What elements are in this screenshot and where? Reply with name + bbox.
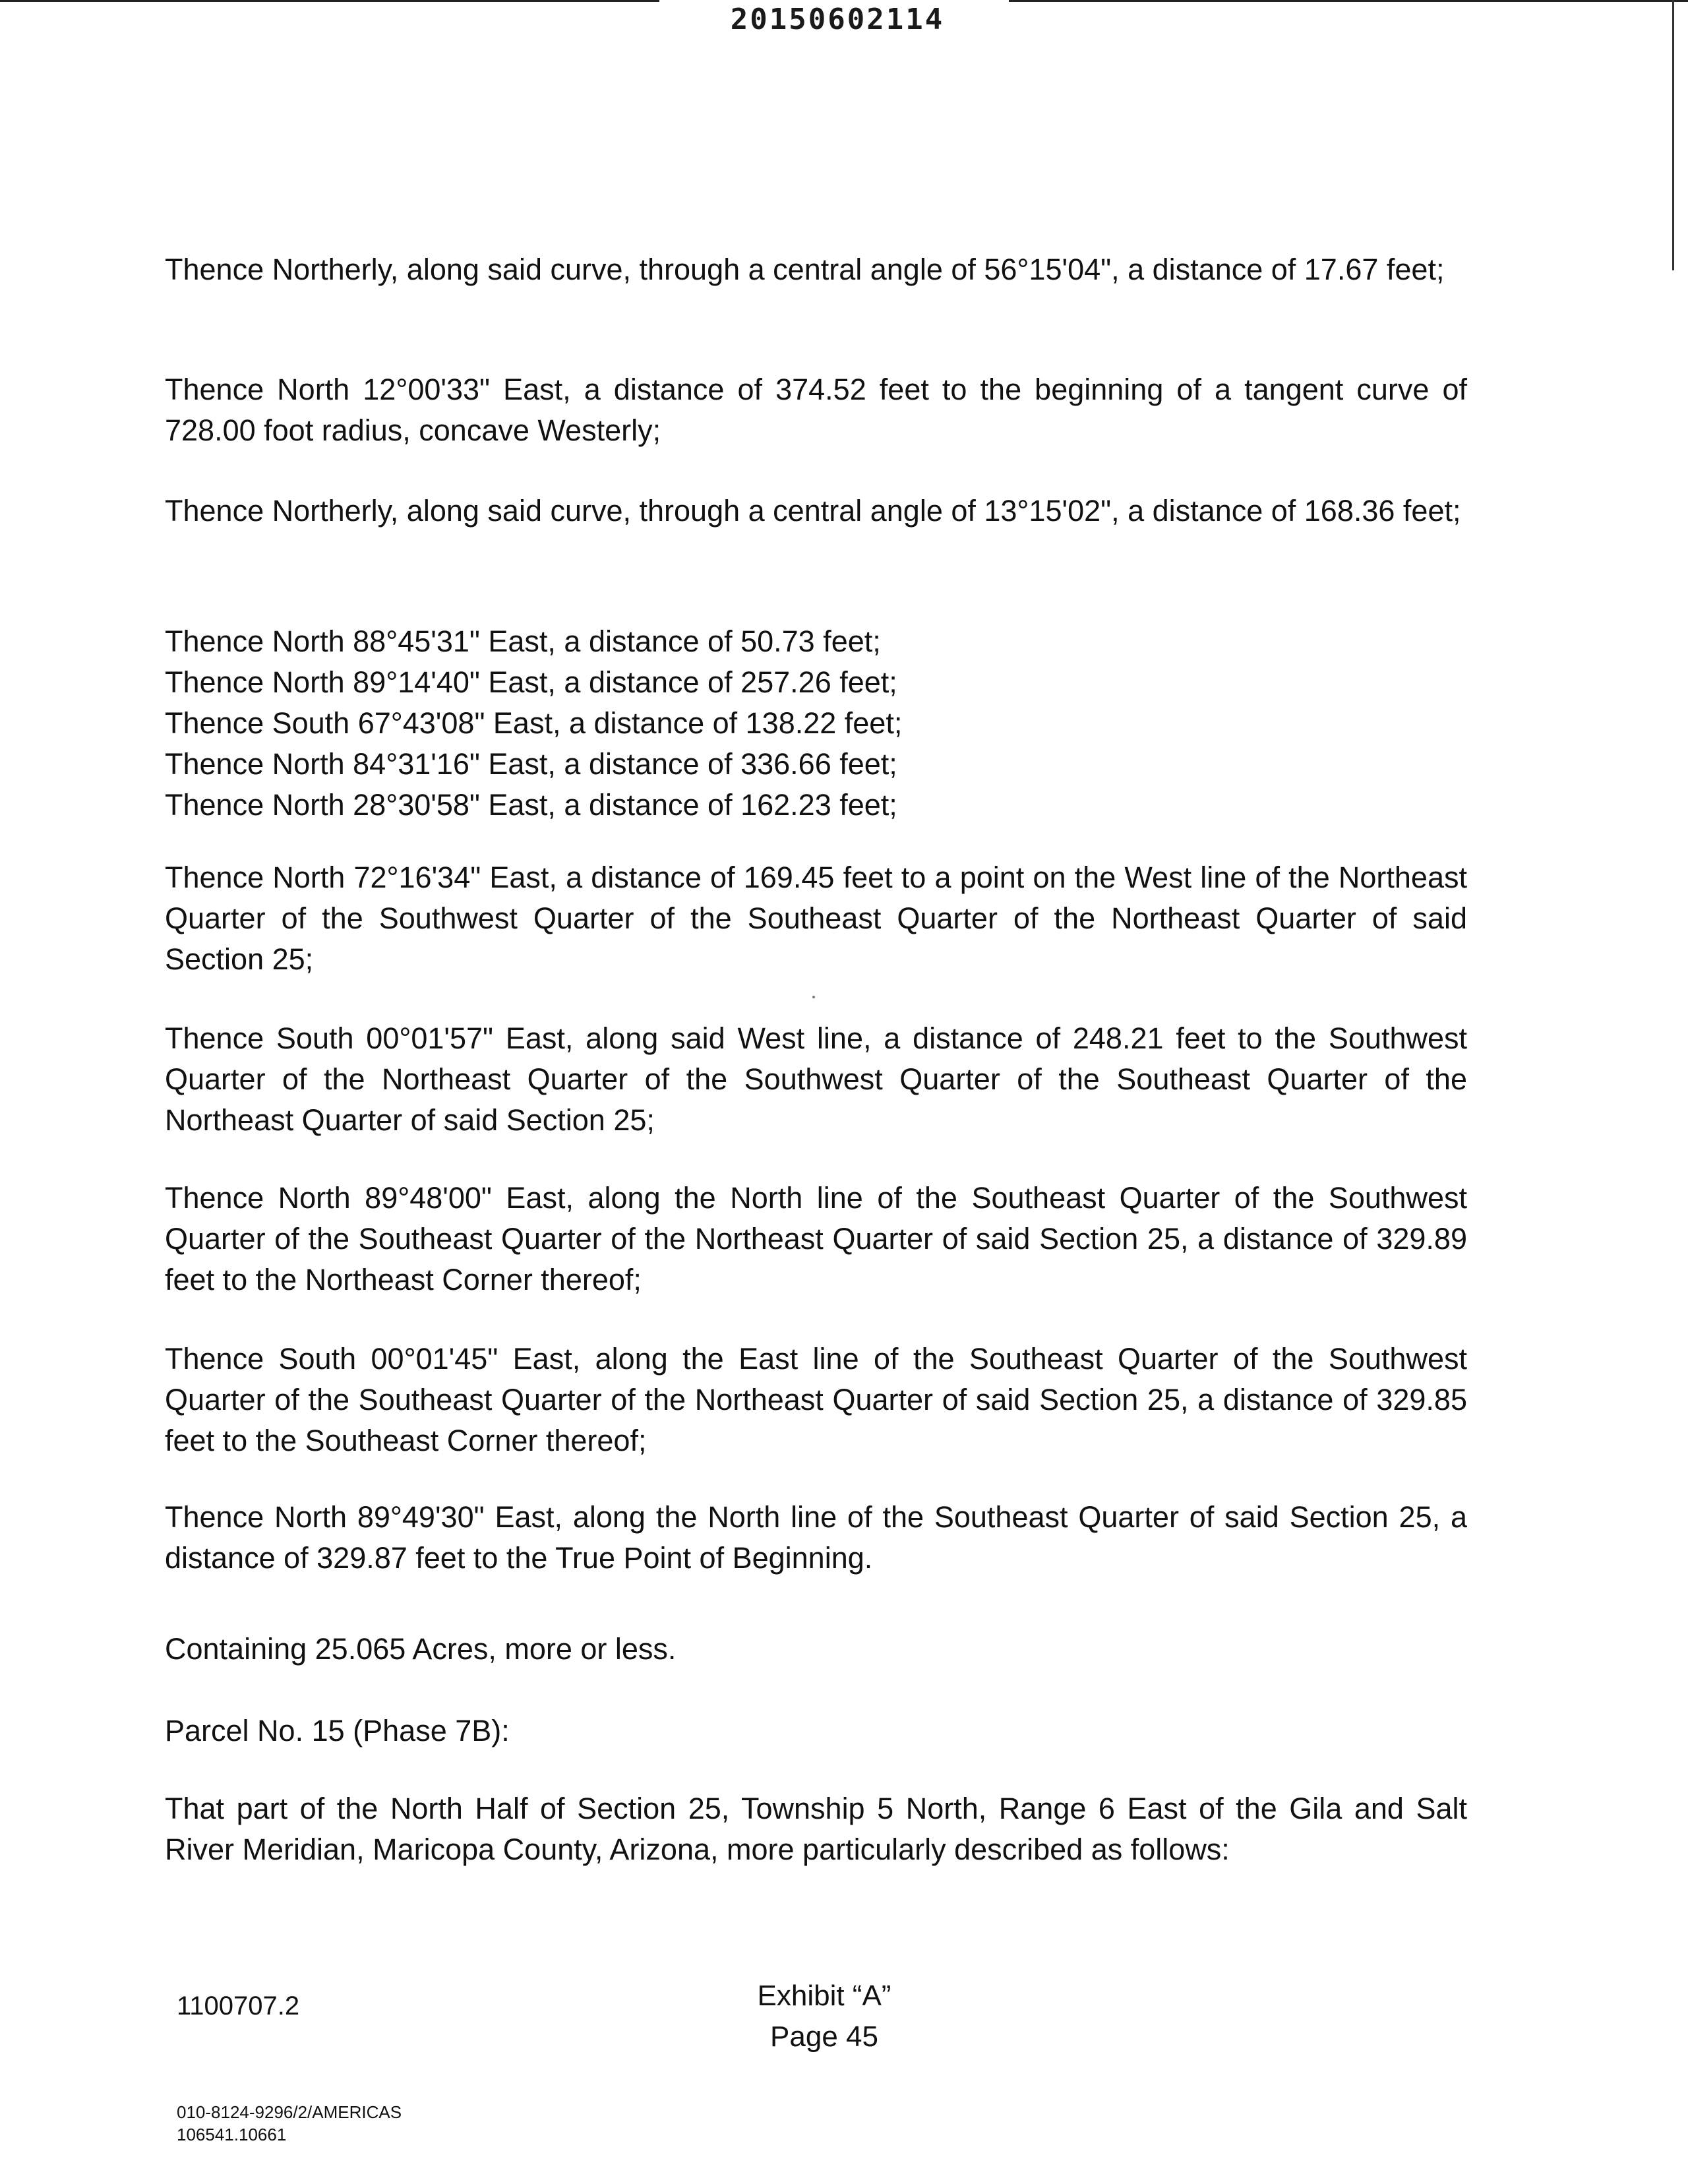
bearing-call: Thence North 84°31'16" East, a distance of 336.66 feet; [165,747,897,781]
bearing-call: Thence North 89°14'40" East, a distance of 257.26 feet; [165,665,897,699]
paragraph-containing: Containing 25.065 Acres, more or less. [165,1632,677,1666]
paragraph-south-east-line: Thence South 00°01'45" East, along the East line of the Southeast Quarter of the Southwest Quarter of the Southeast Quarter of the Northeast Quarter of said Section 25, a distance of 329.85 feet to the Southeast Corner thereof; [165,1342,1467,1457]
recording-number: 20150602114 [730,3,945,36]
paragraph-south-west-line: Thence South 00°01'57" East, along said West line, a distance of 248.21 feet to the Southwest Quarter of the Northeast Quarter of the Southwest Quarter of the Southeast Quarter of the Northeast Quarter of said Section 25; [165,1021,1467,1137]
bearing-call: Thence North 28°30'58" East, a distance of 162.23 feet; [165,788,897,822]
paragraph-north-72: Thence North 72°16'34" East, a distance of 169.45 feet to a point on the West line of the Northeast Quarter of the Southwest Quarter of the Southeast Quarter of the Northeast Quarter of said Section 25; [165,861,1467,976]
paragraph-curve-2: Thence Northerly, along said curve, through a central angle of 13°15'02", a distance of 168.36 feet; [165,494,1461,528]
paragraph-north-12: Thence North 12°00'33" East, a distance of 374.52 feet to the beginning of a tangent curve of 728.00 foot radius, concave Westerly; [165,373,1467,447]
parcel-heading: Parcel No. 15 (Phase 7B): [165,1714,510,1747]
exhibit-block [692,1976,956,2057]
paragraph-curve-1: Thence Northerly, along said curve, through a central angle of 56°15'04", a distance of 17.67 feet; [165,253,1445,286]
paragraph-north-89-49: Thence North 89°49'30" East, along the North line of the Southeast Quarter of said Section 25, a distance of 329.87 feet to the True Point of Beginning. [165,1500,1467,1575]
scan-speck [812,996,815,998]
bearing-call: Thence North 88°45'31" East, a distance of 50.73 feet; [165,624,881,658]
right-edge-line [1672,0,1674,270]
exhibit-label: Exhibit “A” [757,1980,891,2012]
bearing-calls-list [165,621,1220,826]
page-number: Page 45 [770,2020,878,2053]
paragraph-north-89-48: Thence North 89°48'00" East, along the North line of the Southeast Quarter of the Southwest Quarter of the Southeast Quarter of the Northeast Quarter of said Section 25, a distance of 329.89 feet to the Northeast Corner thereof; [165,1181,1467,1296]
footer-document-id: 1100707.2 [177,1991,300,2020]
top-border-left [0,0,659,2]
bearing-call: Thence South 67°43'08" East, a distance of 138.22 feet; [165,706,903,740]
footer-reference-line-1: 010-8124-9296/2/AMERICAS [177,2102,402,2122]
top-border-right [1009,0,1688,2]
footer-reference [177,2101,402,2146]
paragraph-parcel-description: That part of the North Half of Section 25, Township 5 North, Range 6 East of the Gila and Salt River Meridian, Maricopa County, Arizona, more particularly described as follows: [165,1792,1467,1866]
footer-reference-line-2: 106541.10661 [177,2125,287,2144]
